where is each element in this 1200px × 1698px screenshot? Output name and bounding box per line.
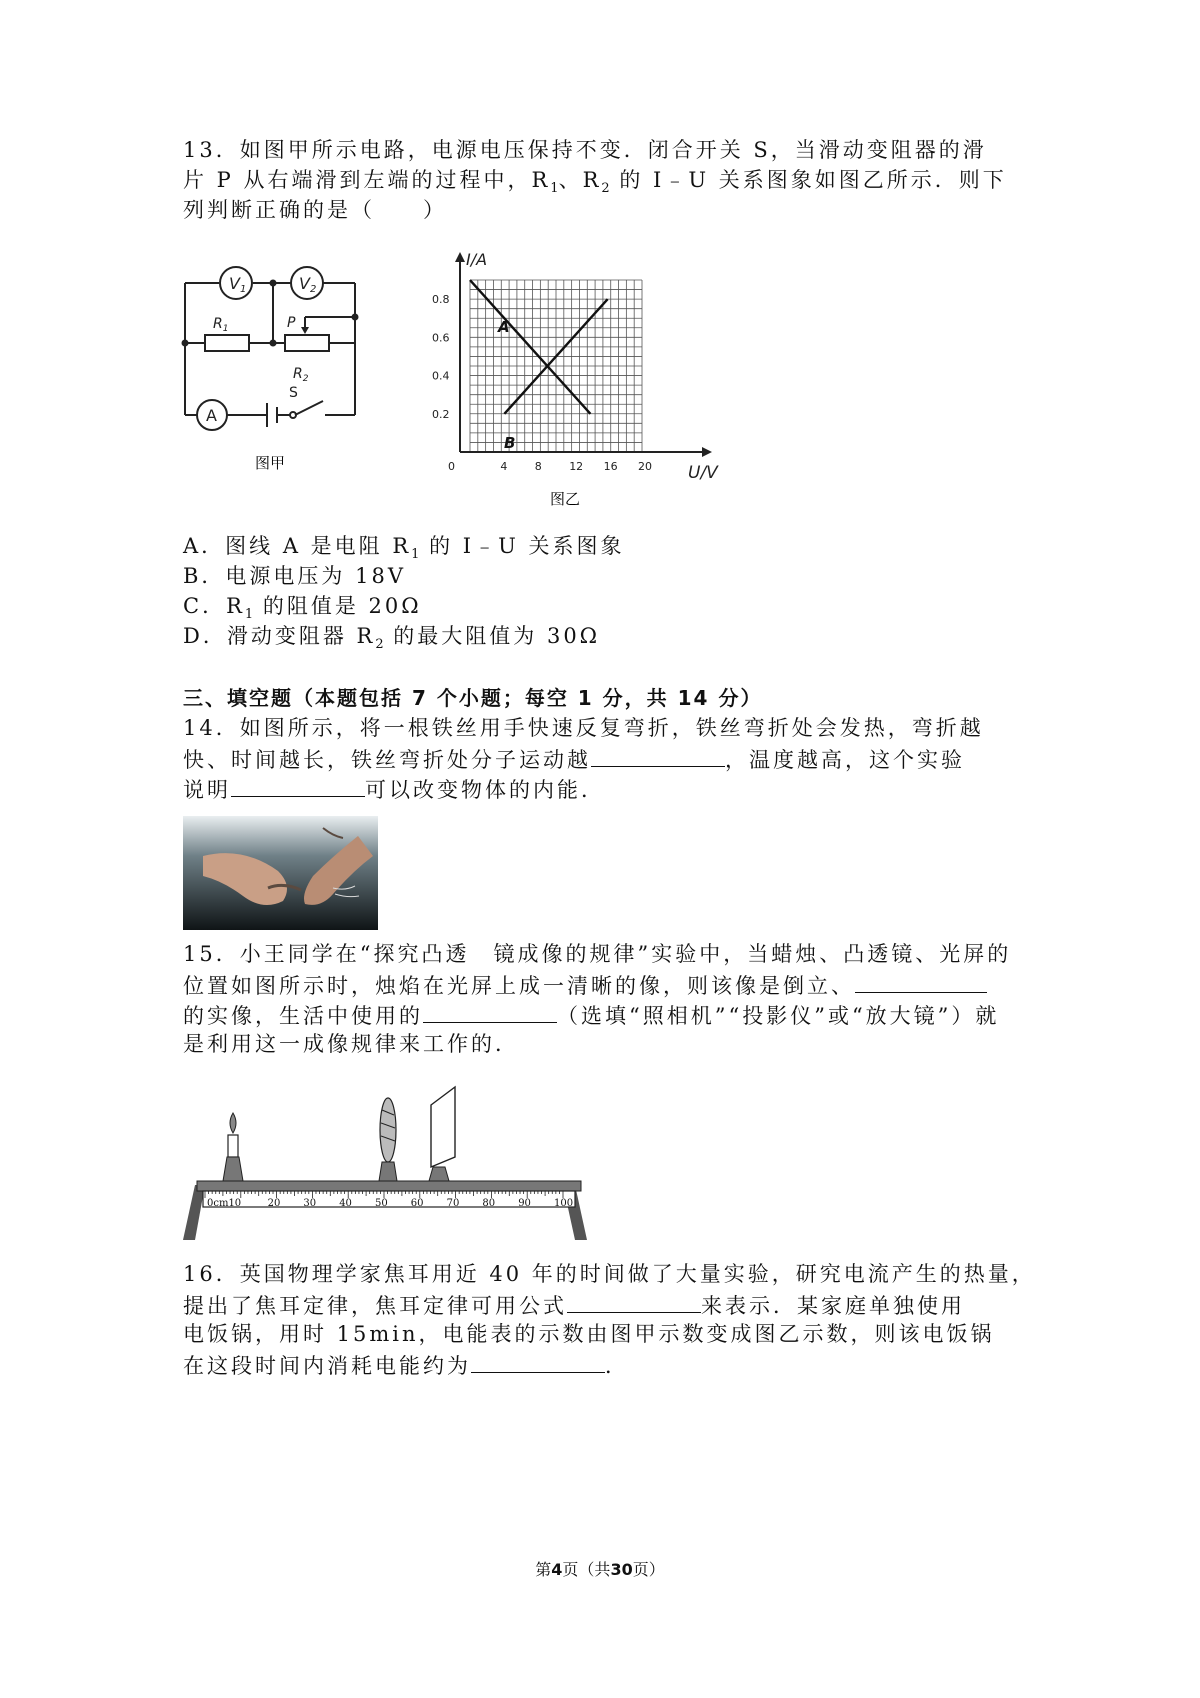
section-heading: 三、填空题（本题包括 7 个小题；每空 1 分，共 14 分） <box>183 686 763 710</box>
optical-bench <box>183 1075 593 1243</box>
y-tick-label: 0.4 <box>432 369 450 383</box>
y-tick-label: 0.8 <box>432 293 450 307</box>
q15-line-2: 位置如图所示时，烛焰在光屏上成一清晰的像，则该像是倒立、 <box>183 970 987 1000</box>
ruler-label: 60 <box>410 1198 424 1209</box>
ruler-label: 70 <box>446 1198 460 1209</box>
option-b: B．电源电压为 18V <box>183 564 406 588</box>
r2-label: $R_2$ <box>293 366 309 384</box>
light-screen <box>429 1087 455 1181</box>
series-b-label: B <box>504 434 516 452</box>
circuit-diagram <box>175 255 385 510</box>
ruler-label: 0cm10 <box>207 1198 242 1209</box>
ruler-label: 30 <box>303 1198 317 1209</box>
q13-line-1: 13．如图甲所示电路，电源电压保持不变．闭合开关 S，当滑动变阻器的滑 <box>183 138 987 162</box>
r1-label: $R_1$ <box>213 316 229 334</box>
q15-blank-2[interactable] <box>423 1000 557 1023</box>
q13-line-3: 列判断正确的是（ ） <box>183 198 447 222</box>
ruler-label: 80 <box>482 1198 496 1209</box>
convex-lens <box>379 1098 397 1181</box>
y-tick-label: 0.2 <box>432 407 450 421</box>
candle <box>223 1113 243 1181</box>
ruler-label: 20 <box>267 1198 281 1209</box>
q15-line-4: 是利用这一成像规律来工作的． <box>183 1032 519 1056</box>
option-c: C．$R_1$ 的阻值是 20Ω <box>183 594 422 623</box>
iu-graph <box>430 252 720 512</box>
q15-blank-1[interactable] <box>855 970 987 993</box>
v2-label: V2 <box>299 274 317 295</box>
q14-blank-2[interactable] <box>231 774 365 797</box>
q14-line-3: 说明 可以改变物体的内能． <box>183 774 605 804</box>
ammeter-label: A <box>206 406 217 425</box>
q15-line-1: 15．小王同学在“探究凸透 镜成像的规律”实验中，当蜡烛、凸透镜、光屏的 <box>183 942 1012 966</box>
switch-s-label: S <box>289 385 298 401</box>
q16-blank-2[interactable] <box>471 1350 605 1373</box>
ruler-label: 40 <box>339 1198 352 1209</box>
page-footer: 第4页（共30页） <box>535 1560 665 1579</box>
ruler-label: 90 <box>518 1198 531 1209</box>
q14-blank-1[interactable] <box>591 744 725 767</box>
q15-line-3: 的实像，生活中使用的 （选填“照相机”“投影仪”或“放大镜”）就 <box>183 1000 999 1030</box>
x-tick-label: 12 <box>569 460 584 473</box>
ruler-label: 100 <box>554 1198 574 1209</box>
option-a: A．图线 A 是电阻 $R_1$ 的 I﹣U 关系图象 <box>183 534 625 563</box>
option-d: D．滑动变阻器 $R_2$ 的最大阻值为 30Ω <box>183 624 601 653</box>
x-tick-label: 8 <box>534 460 542 473</box>
q16-line-4: 在这段时间内消耗电能约为 ． <box>183 1350 629 1380</box>
q16-blank-1[interactable] <box>567 1290 701 1313</box>
q16-line-2: 提出了焦耳定律，焦耳定律可用公式 来表示．某家庭单独使用 <box>183 1290 965 1320</box>
circuit-caption: 图甲 <box>255 454 286 472</box>
slider-p-label: P <box>287 315 296 331</box>
ruler-label: 50 <box>375 1198 388 1209</box>
x-tick-label: 16 <box>603 460 618 473</box>
q16-line-3: 电饭锅，用时 15min，电能表的示数由图甲示数变成图乙示数，则该电饭锅 <box>183 1322 995 1346</box>
q16-line-1: 16．英国物理学家焦耳用近 40 年的时间做了大量实验，研究电流产生的热量， <box>183 1262 1036 1286</box>
x-axis-label: U/V <box>688 463 718 483</box>
x-tick-label: 4 <box>500 460 508 473</box>
x-tick-label: 20 <box>638 460 652 473</box>
x-tick-label: 0 <box>448 460 455 473</box>
graph-caption: 图乙 <box>550 490 581 508</box>
bending-wire-photo <box>183 816 378 930</box>
series-a-label: A <box>498 318 510 336</box>
q13-line-2: 片 P 从右端滑到左端的过程中，$R_1$、$R_2$ 的 I﹣U 关系图象如图乙所示．则下 <box>183 168 1007 197</box>
y-tick-label: 0.6 <box>432 331 450 345</box>
q14-line-2: 快、时间越长，铁丝弯折处分子运动越 ，温度越高，这个实验 <box>183 744 965 774</box>
y-axis-label: I/A <box>466 252 488 269</box>
v1-label: V1 <box>229 274 247 295</box>
q14-line-1: 14．如图所示，将一根铁丝用手快速反复弯折，铁丝弯折处会发热，弯折越 <box>183 716 984 740</box>
